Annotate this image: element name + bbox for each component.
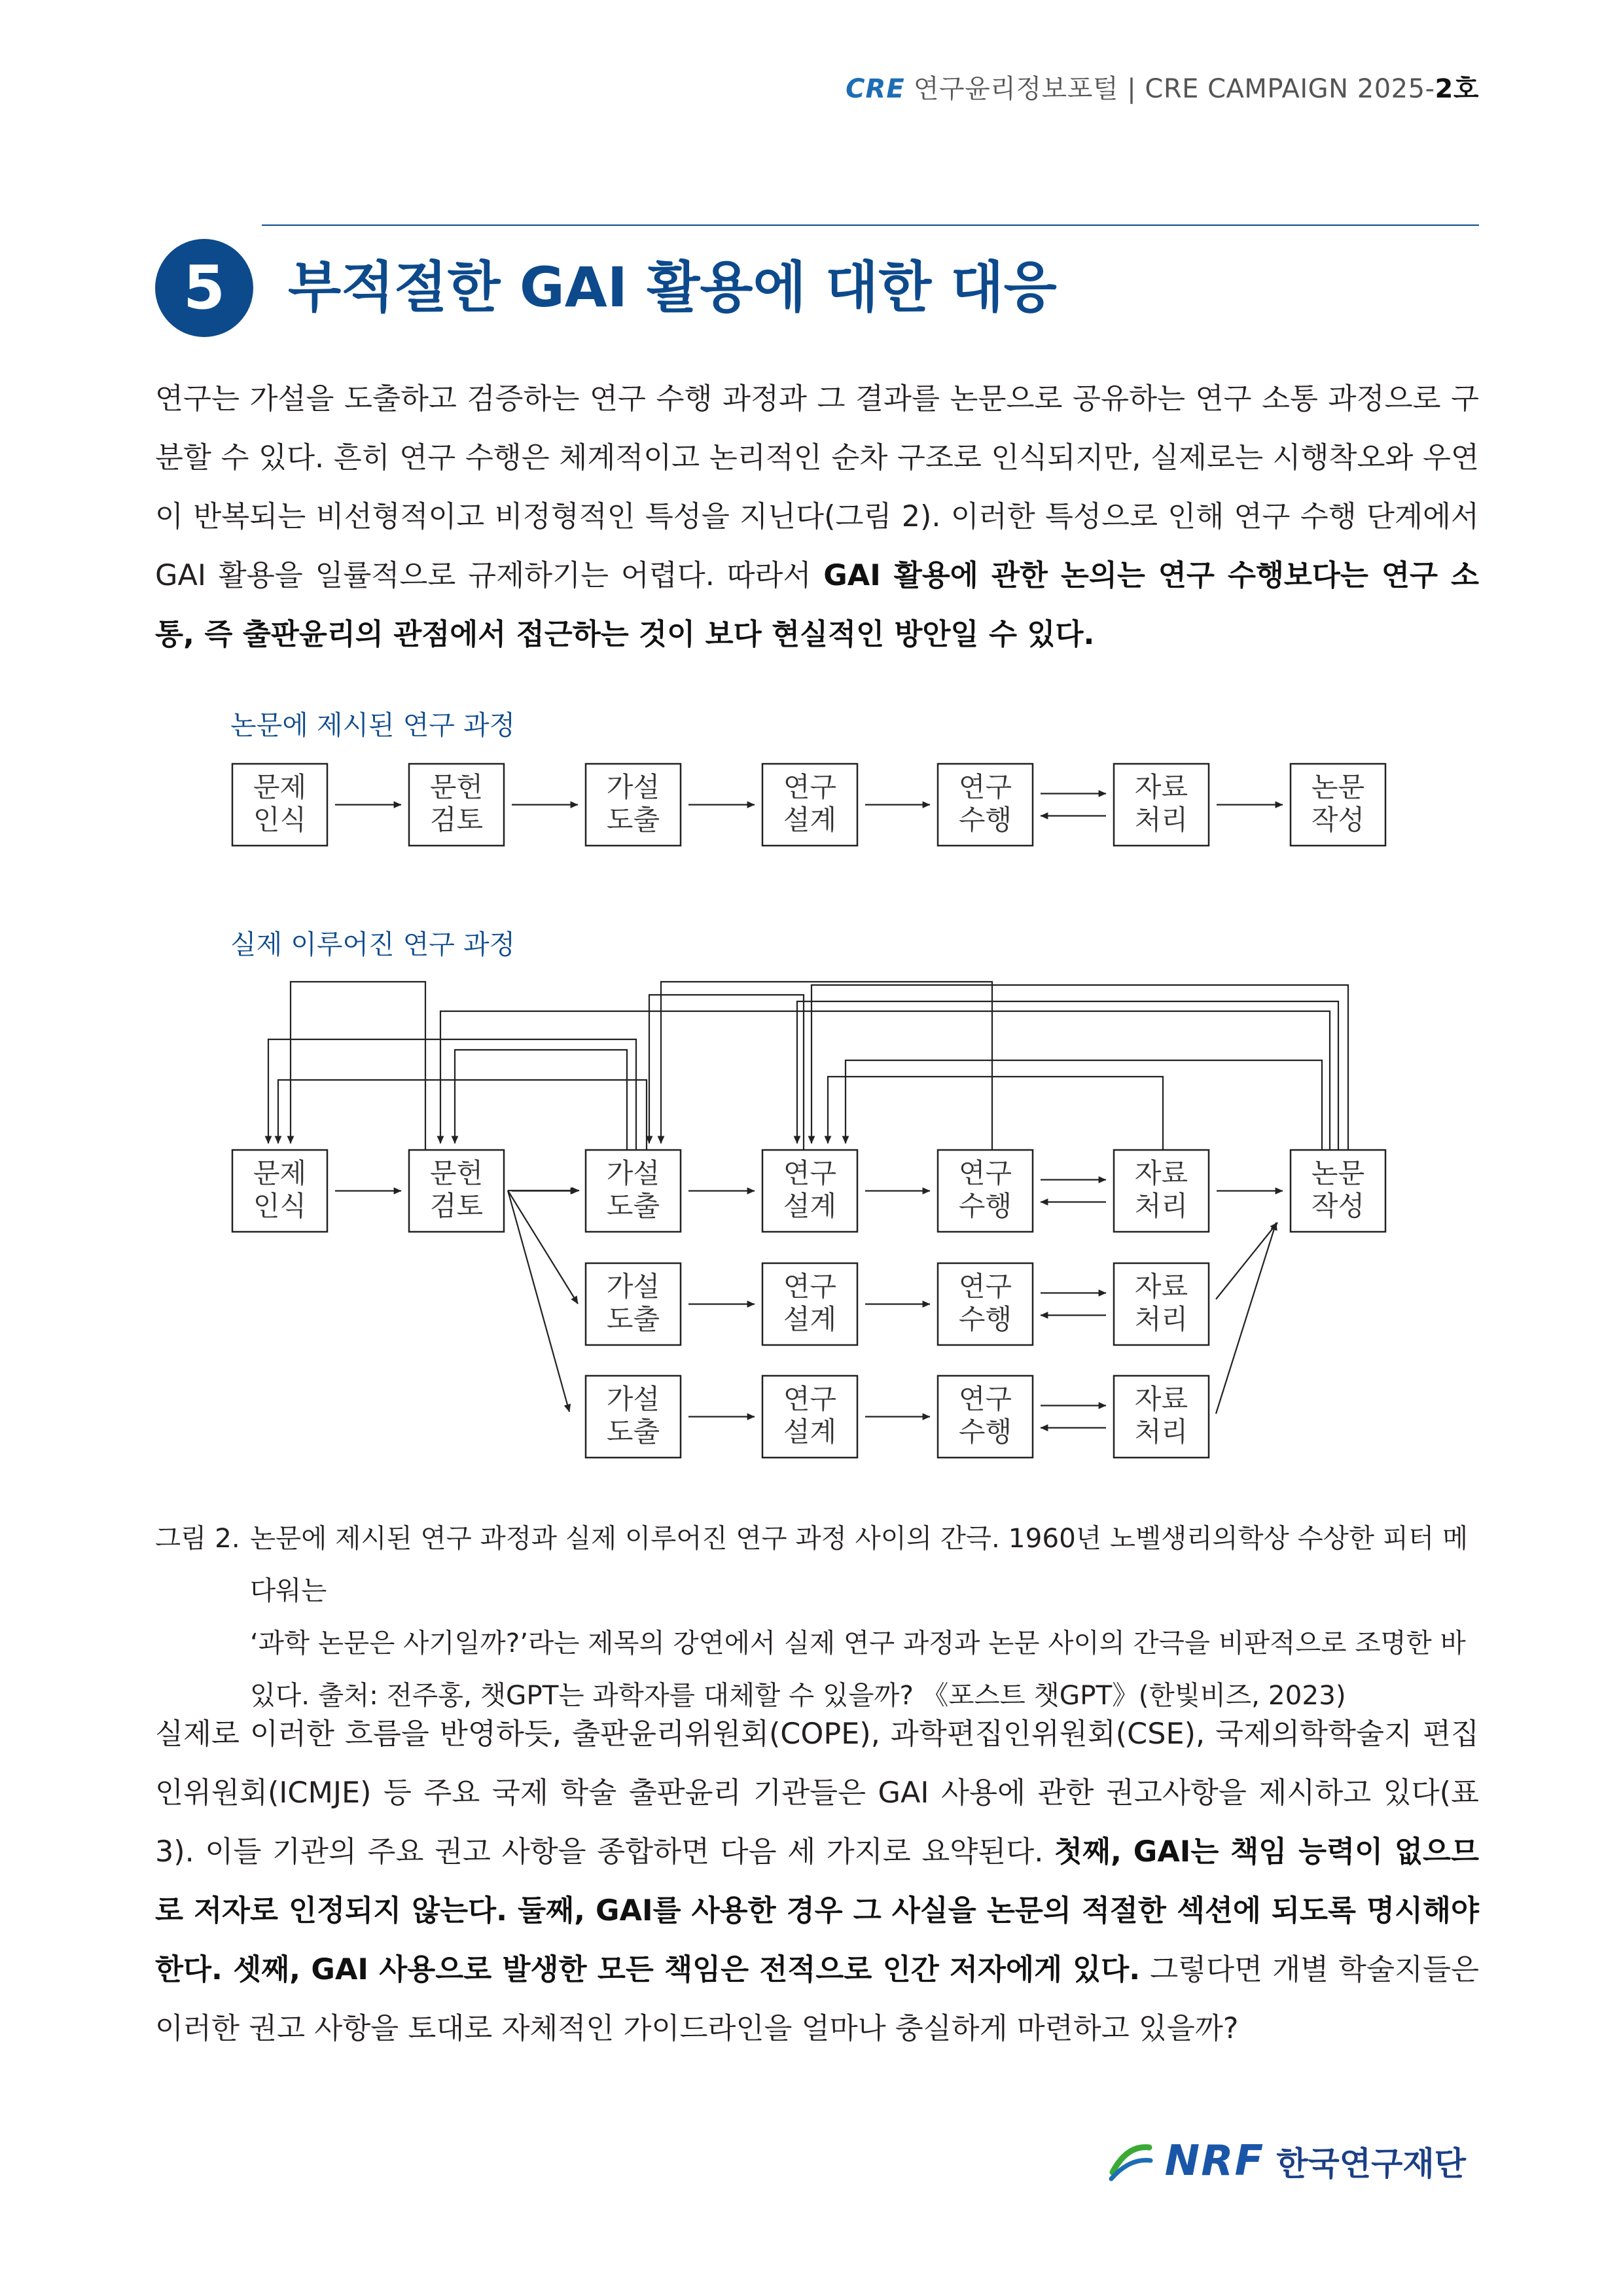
presented-data-box [1114, 764, 1209, 846]
branch1-data-to-writing-arrow [1216, 1223, 1277, 1299]
branch1-data-box [1114, 1263, 1209, 1345]
presented-design-box-text-2: 설계 [783, 804, 837, 836]
branch2-hypothesis-box-text-2: 도출 [606, 1416, 660, 1448]
presented-design-box-text-1: 연구 [783, 771, 837, 803]
cre-logo: CRE [846, 74, 905, 104]
branch2-data-box [1114, 1376, 1209, 1458]
branch2-data-box-text-1: 자료 [1134, 1383, 1188, 1415]
presented-writing-box [1291, 764, 1385, 846]
actual-design-box-text-2: 설계 [783, 1190, 837, 1222]
nrf-swoosh-icon [1107, 2138, 1153, 2184]
feedback-writing-to-design-c-arrow [846, 1060, 1322, 1150]
figure-caption [155, 1512, 1479, 1721]
presented-review-box-text-2: 검토 [429, 804, 484, 836]
branch1-hypothesis-box-text-2: 도출 [606, 1303, 660, 1335]
presented-problem-box-text-1: 문제 [253, 771, 307, 803]
section-title: 부적절한 GAI 활용에 대한 대응 [288, 255, 1057, 319]
presented-conduct-box-text-2: 수행 [958, 804, 1012, 836]
feedback-writing-to-design-a-arrow [812, 985, 1348, 1150]
presented-data-box-text-2: 처리 [1134, 804, 1188, 836]
actual-review-box [409, 1150, 504, 1232]
presented-conduct-box-text-1: 연구 [958, 771, 1012, 803]
page-footer [1107, 2137, 1466, 2185]
actual-writing-box-text-1: 논문 [1311, 1157, 1365, 1189]
branch1-data-box-text-2: 처리 [1134, 1303, 1188, 1335]
branch1-design-box-text-1: 연구 [783, 1270, 837, 1302]
portal-name: 연구윤리정보포털 [913, 74, 1118, 104]
presented-hypothesis-box-text-1: 가설 [606, 771, 660, 803]
branch2-design-box-text-1: 연구 [783, 1383, 837, 1415]
caption-line-2: ‘과학 논문은 사기일까?’라는 제목의 강연에서 실제 연구 과정과 논문 사이의 간극을 비판적으로 조명한 바 [250, 1627, 1466, 1659]
header-separator: | [1127, 74, 1137, 104]
branch2-design-box-text-2: 설계 [783, 1416, 837, 1448]
actual-writing-box-text-2: 작성 [1311, 1190, 1365, 1222]
actual-data-box-text-2: 처리 [1134, 1190, 1188, 1222]
branch1-conduct-box-text-2: 수행 [958, 1303, 1012, 1335]
branch2-data-box-text-2: 처리 [1134, 1416, 1188, 1448]
branch2-data-to-writing-arrow [1216, 1223, 1276, 1414]
caption-line-3: 있다. 출처: 전주홍, 챗GPT는 과학자를 대체할 수 있을까? 《포스트 챗GPT》(한빛비즈, 2023) [250, 1679, 1346, 1711]
intro-paragraph: 연구는 가설을 도출하고 검증하는 연구 수행 과정과 그 결과를 논문으로 공유하는 연구 소통 과정으로 구분할 수 있다. 흔히 연구 수행은 체계적이고 논리적인 순차 구조로 인식되지만, 실제로는 시행착오와 우연이 반복되는 비선형적이고 비정형적인 특성을 지닌다(그림 2). 이러한 특성으로 인해 연구 수행 단계에서 GAI 활용을 일률적으로 규제하기는 어렵다. 따라서 GAI 활용에 관한 논의는 연구 수행보다는 연구 소통, 즉 출판윤리의 관점에서 접근하는 것이 보다 현실적인 방안일 수 있다. [155, 382, 1479, 651]
branch2-conduct-box [938, 1376, 1033, 1458]
branch2-conduct-box-text-1: 연구 [958, 1383, 1012, 1415]
recommendations-paragraph: 실제로 이러한 흐름을 반영하듯, 출판윤리위원회(COPE), 과학편집인위원회(CSE), 국제의학학술지 편집인위원회(ICMJE) 등 주요 국제 학술 출판윤리 기관들은 GAI 사용에 관한 권고사항을 제시하고 있다(표 3). 이들 기관의 주요 권고 사항을 종합하면 다음 세 가지로 요약된다. 첫째, GAI는 책임 능력이 없으므로 저자로 인정되지 않는다. 둘째, GAI를 사용한 경우 그 사실을 논문의 적절한 섹션에 되도록 명시해야 한다. 셋째, GAI 사용으로 발생한 모든 책임은 전적으로 인간 저자에게 있다. 그렇다면 개별 학술지들은 이러한 권고 사항을 토대로 자체적인 가이드라인을 얼마나 충실하게 마련하고 있을까? [155, 1717, 1479, 2045]
org-name: 한국연구재단 [1276, 2145, 1466, 2183]
diagram-boxes [232, 764, 1385, 1458]
actual-data-box-text-1: 자료 [1134, 1157, 1188, 1189]
branch1-hypothesis-box-text-1: 가설 [606, 1270, 660, 1302]
actual-problem-box-text-2: 인식 [253, 1190, 307, 1222]
actual-problem-box [232, 1150, 327, 1232]
presented-design-box [762, 764, 857, 846]
presented-writing-box-text-2: 작성 [1311, 804, 1365, 836]
branch2-hypothesis-box [586, 1376, 681, 1458]
feedback-conduct-to-hypothesis-arrow [661, 982, 992, 1150]
caption-lead: 그림 2. [155, 1522, 240, 1554]
recommendations-emphasis: 첫째, GAI는 책임 능력이 없으므로 저자로 인정되지 않는다. 둘째, GAI를 사용한 경우 그 사실을 논문의 적절한 섹션에 되도록 명시해야 한다. 셋째, GAI 사용으로 발생한 모든 책임은 전적으로 인간 저자에게 있다. [155, 1835, 1479, 1986]
branch1-design-box [762, 1263, 857, 1345]
actual-problem-box-text-1: 문제 [253, 1157, 307, 1189]
branch1-data-box-text-1: 자료 [1134, 1270, 1188, 1302]
presented-writing-box-text-1: 논문 [1311, 771, 1365, 803]
presented-review-box-text-1: 문헌 [429, 771, 484, 803]
nrf-logo: NRF [1164, 2137, 1265, 2185]
actual-conduct-box-text-2: 수행 [958, 1190, 1012, 1222]
review-to-hypothesis-3-arrow [508, 1191, 569, 1412]
presented-hypothesis-box-text-2: 도출 [606, 804, 660, 836]
issue-number: 2호 [1435, 74, 1479, 104]
presented-problem-box [232, 764, 327, 846]
branch2-conduct-box-text-2: 수행 [958, 1416, 1012, 1448]
feedback-data-to-design-arrow [828, 1077, 1163, 1150]
campaign-label: CRE CAMPAIGN 2025- [1145, 74, 1435, 104]
section-number-badge: 5 [155, 239, 253, 337]
actual-hypothesis-box-text-2: 도출 [606, 1190, 660, 1222]
actual-design-box [762, 1150, 857, 1232]
actual-hypothesis-box [586, 1150, 681, 1232]
branch1-conduct-box [938, 1263, 1033, 1345]
feedback-hypothesis-to-review-arrow [455, 1050, 627, 1150]
feedback-hypothesis-to-problem-a-arrow [268, 1039, 636, 1150]
actual-conduct-box-text-1: 연구 [958, 1157, 1012, 1189]
actual-review-box-text-2: 검토 [429, 1190, 484, 1222]
actual-review-box-text-1: 문헌 [429, 1157, 484, 1189]
branch2-hypothesis-box-text-1: 가설 [606, 1383, 660, 1415]
feedback-hypothesis-to-problem-b-arrow [278, 1080, 647, 1150]
presented-problem-box-text-2: 인식 [253, 804, 307, 836]
actual-conduct-box [938, 1150, 1033, 1232]
presented-process-label: 논문에 제시된 연구 과정 [230, 709, 516, 741]
presented-conduct-box [938, 764, 1033, 846]
branch1-conduct-box-text-1: 연구 [958, 1270, 1012, 1302]
presented-data-box-text-1: 자료 [1134, 771, 1188, 803]
actual-hypothesis-box-text-1: 가설 [606, 1157, 660, 1189]
feedback-design-to-hypothesis-arrow [649, 995, 804, 1150]
feedback-writing-to-design-b-arrow [797, 1001, 1338, 1150]
caption-line-1: 논문에 제시된 연구 과정과 실제 이루어진 연구 과정 사이의 간극. 1960년 노벨생리의학상 수상한 피터 메다워는 [250, 1522, 1469, 1606]
actual-writing-box [1291, 1150, 1385, 1232]
actual-process-label: 실제 이루어진 연구 과정 [230, 929, 516, 960]
branch2-design-box [762, 1376, 857, 1458]
intro-emphasis: GAI 활용에 관한 논의는 연구 수행보다는 연구 소통, 즉 출판윤리의 관점에서 접근하는 것이 보다 현실적인 방안일 수 있다. [155, 559, 1479, 651]
actual-design-box-text-1: 연구 [783, 1157, 837, 1189]
review-to-hypothesis-2-arrow [508, 1191, 578, 1304]
actual-data-box [1114, 1150, 1209, 1232]
presented-review-box [409, 764, 504, 846]
feedback-review-to-problem-arrow [291, 982, 425, 1150]
branch1-design-box-text-2: 설계 [783, 1303, 837, 1335]
presented-hypothesis-box [586, 764, 681, 846]
branch1-hypothesis-box [586, 1263, 681, 1345]
